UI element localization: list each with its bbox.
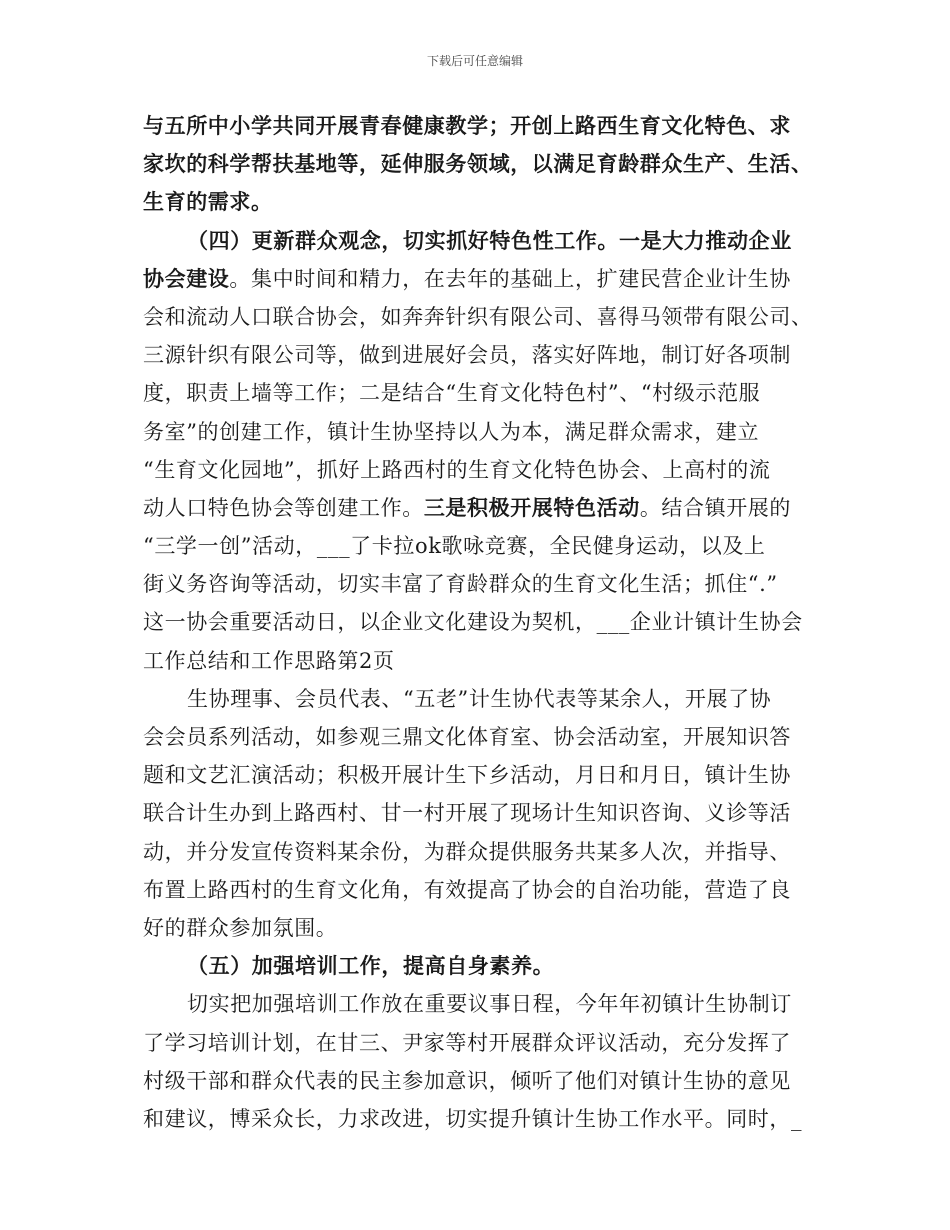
text-line — [143, 603, 823, 641]
text-line — [143, 680, 823, 718]
text-segment: 街义务咨询等活动，切实丰富了育龄群众的生育文化生活；抓住“.” — [143, 572, 778, 597]
text-segment: 会和流动人口联合协会，如奔奔针织有限公司、喜得马领带有限公司、 — [143, 304, 813, 329]
text-segment: 动人口特色协会等创建工作。 — [143, 495, 424, 520]
text-line — [143, 565, 823, 603]
text-segment: 工作总结和工作思路第2页 — [143, 648, 395, 673]
page-header: 下载后可任意编辑 — [426, 54, 523, 68]
text-segment: 务室”的创建工作，镇计生协坚持以人为本，满足群众需求，建立 — [143, 419, 760, 444]
text-line — [143, 1024, 823, 1062]
text-line — [143, 756, 823, 794]
text-segment: 切实把加强培训工作放在重要议事日程，今年年初镇计生协制订 — [187, 992, 792, 1017]
text-line — [143, 145, 823, 183]
text-segment: “三学一创”活动，___了卡拉ok歌咏竞赛，全民健身运动，以及上 — [143, 534, 766, 559]
text-segment: 会会员系列活动，如参观三鼎文化体育室、协会活动室，开展知识答 — [143, 725, 791, 749]
text-line — [143, 107, 823, 145]
text-line — [143, 1100, 823, 1138]
text-line — [143, 298, 823, 336]
text-line — [143, 374, 823, 412]
bold-text-segment: 协会建设 — [143, 265, 230, 291]
text-line — [143, 1062, 823, 1100]
text-segment: 。结合镇开展的 — [639, 495, 792, 520]
text-segment: 了学习培训计划，在甘三、尹家等村开展群众评议活动，充分发挥了 — [143, 1030, 791, 1055]
bold-text-segment: 三是积极开展特色活动 — [423, 494, 640, 520]
text-line — [143, 260, 823, 298]
text-segment: 村级干部和群众代表的民主参加意识，倾听了他们对镇计生协的意见 — [143, 1068, 791, 1093]
text-line — [143, 489, 823, 527]
text-segment: 联合计生办到上路西村、甘一村开展了现场计生知识咨询、义诊等活 — [143, 801, 791, 826]
text-line — [143, 183, 823, 221]
text-segment: 好的群众参加氛围。 — [143, 915, 338, 940]
text-segment: 三源针织有限公司等，做到进展好会员，落实好阵地，制订好各项制 — [143, 343, 791, 368]
text-line — [143, 642, 823, 680]
text-segment: “生育文化园地”，抓好上路西村的生育文化特色协会、上高村的流 — [143, 457, 771, 482]
text-line — [143, 871, 823, 909]
text-line — [143, 336, 823, 374]
text-segment: 这一协会重要活动日，以企业文化建设为契机，___企业计镇计生协会 — [143, 610, 803, 635]
text-line — [143, 833, 823, 871]
text-line — [143, 527, 823, 565]
bold-text-segment: 与五所中小学共同开展青春健康教学；开创上路西生育文化特色、求 — [143, 113, 791, 138]
text-line — [143, 451, 823, 489]
text-line — [143, 909, 823, 947]
text-segment: 题和文艺汇演活动；积极开展计生下乡活动，月日和月日，镇计生协 — [143, 763, 791, 788]
text-segment: 。集中时间和精力，在去年的基础上，扩建民营企业计生协 — [229, 266, 792, 291]
text-line — [143, 718, 823, 756]
text-line — [143, 222, 823, 260]
text-segment: 生协理事、会员代表、“五老”计生协代表等某余人，开展了协 — [187, 686, 772, 711]
text-line — [143, 985, 823, 1023]
bold-text-segment: 生育的需求。 — [143, 189, 273, 215]
text-line — [143, 794, 823, 832]
text-line — [143, 413, 823, 451]
document-body — [143, 107, 823, 1138]
text-segment: 布置上路西村的生育文化角，有效提高了协会的自治功能，营造了良 — [143, 877, 791, 902]
text-segment: 和建议，博采众长，力求改进，切实提升镇计生协工作水平。同时，_ — [143, 1106, 803, 1131]
bold-text-segment: （五）加强培训工作，提高自身素养。 — [187, 953, 555, 979]
bold-text-segment: 家坎的科学帮扶基地等，延伸服务领域，以满足育龄群众生产、生活、 — [143, 151, 813, 177]
text-segment: 度，职责上墙等工作；二是结合“生育文化特色村”、“村级示范服 — [143, 381, 761, 406]
text-line — [143, 947, 823, 985]
text-segment: 动，并分发宣传资料某余份，为群众提供服务共某多人次，并指导、 — [143, 839, 791, 864]
bold-text-segment: （四）更新群众观念，切实抓好特色性工作。一是大力推动企业 — [187, 227, 792, 253]
